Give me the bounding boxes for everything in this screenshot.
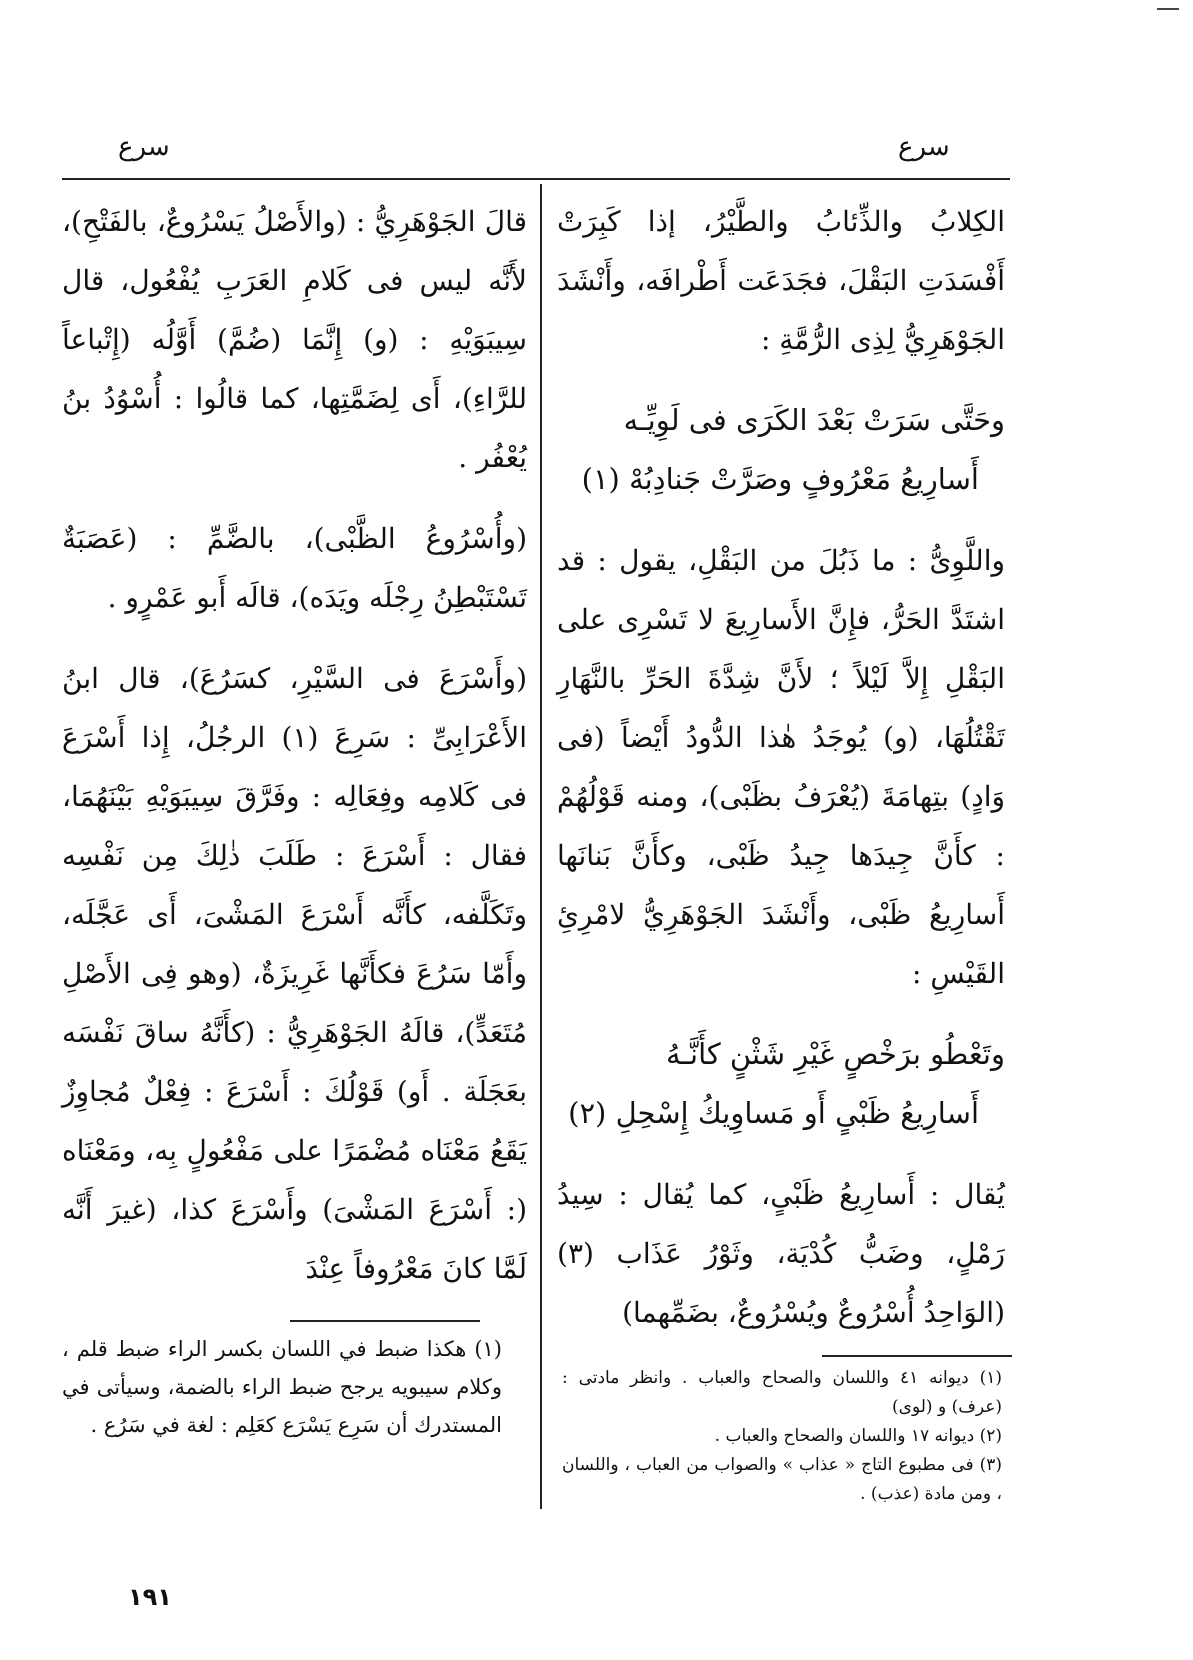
page-number: ١٩١ [128,1583,172,1611]
verse-1-hemistich-1: وحَتَّى سَرَتْ بَعْدَ الكَرَى فى لَوِيِّـه [623,403,1005,437]
footnotes-left [62,1330,502,1444]
left-paragraph-2: (وأُسْرُوعُ الظَّبْى)، بالضَّمِّ : (عَصَبَةٌ تَسْتَبْطِنُ رِجْلَه ويَدَه)، قالَه أَبو عَمْرٍو . [62,522,527,614]
verse-2-hemistich-2: أَسارِيعُ ظَبْىٍ أَو مَساوِيكُ إِسْحِلِ (٢) [568,1096,979,1130]
verse-2-hemistich-1: وتَعْطُو برَخْصٍ غَيْرِ شَثْنٍ كأَنَّـهُ [665,1037,1005,1071]
right-paragraph-2: واللَّوِىُّ : ما ذَبُلَ من البَقْلِ، يقول : قد اشتَدَّ الحَرُّ، فإِنَّ الأَسارِيعَ لا تَسْرِى على البَقْلِ إِلاَّ لَيْلاً ؛ لأَنَّ شِدَّةَ الحَرِّ بالنَّهَارِ تَقْتُلُهَا، (و) يُوجَدُ هٰذا الدُّودُ أَيْضاً (فى وَادٍ) بتِهامَةَ (يُعْرَفُ بظَبْى)، ومنه قَوْلُهُمْ : كأَنَّ جِيدَها جِيدُ ظَبْى، وكأَنَّ بَنانَها أَسارِيعُ ظَبْى، وأَنْشَدَ الجَوْهَرِيُّ لامْرِئِ القَيْسِ : [557,544,1005,990]
column-divider [540,184,542,1509]
right-paragraph-3: يُقال : أَسارِيعُ ظَبْىٍ، كما يُقال : سِيدُ رَمْلٍ، وضَبُّ كُدْيَة، وثَوْرُ عَذَاب (٣) (الوَاحِدُ أُسْرُوعٌ ويُسْرُوعٌ، بضَمِّهما) [557,1178,1005,1329]
right-paragraph-1: الكِلابُ والذِّئابُ والطَّيْرُ، إذا كَبِرَتْ أَفْسَدَتِ البَقْلَ، فجَدَعَت أَطْرافَه، وأَنْشَدَ الجَوْهَرِيُّ لِذِى الرُّمَّةِ : [557,205,1005,356]
verse-block-2 [557,1025,1005,1143]
verse-1-hemistich-2: أَسارِيعُ مَعْرُوفٍ وصَرَّتْ جَنادِبُهْ (١) [581,462,979,496]
footnote-right-2: (٢) ديوانه ١٧ واللسان والصحاح والعباب . [714,1426,1002,1446]
footnote-left-1: (١) هكذا ضبط في اللسان بكسر الراء ضبط قلم ، وكلام سيبويه يرجح ضبط الراء بالضمة، وسيأتى في المستدرك أن سَرِع يَسْرَع كعَلِم : لغة في سَرُع . [62,1337,502,1437]
footnotes-right [562,1364,1002,1509]
left-column [62,192,527,1298]
corner-mark [1157,8,1179,10]
footnote-right-3: (٣) فى مطبوع التاج « عذاب » والصواب من العباب ، واللسان ، ومن مادة (عذب) . [562,1455,1002,1504]
header-rule [62,178,1010,180]
right-column [557,192,1005,1342]
footnote-right-1: (١) ديوانه ٤١ واللسان والصحاح والعباب . وانظر مادتى : (عرف) و (لوى) [562,1368,1003,1417]
left-paragraph-1: قالَ الجَوْهَرِيُّ : (والأَصْلُ يَسْرُوعٌ، بالفَتْحِ)، لأَنَّه ليس فى كَلامِ العَرَبِ يُفْعُول، قال سِيبَوَيْهِ : (و) إِنَّمَا (ضُمَّ) أَوَّلُه (إِتْباعاً للرَّاءِ)، أَى لِضَمَّتِها، كما قالُوا : أُسْوُدُ بنُ يُعْفُر . [62,205,527,474]
left-paragraph-3: (وأَسْرَعَ فى السَّيْرِ، كسَرُعَ)، قال ابنُ الأَعْرَابِىِّ : سَرِعَ (١) الرجُلُ، إِذا أَسْرَعَ فى كَلامِه وفِعَالِه : وفَرَّقَ سِيبَوَيْهِ بَيْنَهُمَا، فقال : أَسْرَعَ : طَلَبَ ذٰلِكَ مِن نَفْسِه وتَكَلَّفه، كأَنَّه أَسْرَعَ المَشْىَ، أَى عَجَّلَه، وأَمّا سَرُعَ فكأَنَّها غَرِيزَةٌ، (وهو فِى الأَصْلِ مُتَعَدٍّ)، قالَهُ الجَوْهَرِيُّ : (كأَنَّهُ ساقَ نَفْسَه بعَجَلَة . أَو) قَوْلُكَ : أَسْرَعَ : فِعْلٌ مُجاوِزٌ يَقَعُ مَعْنَاه مُضْمَرًا على مَفْعُولٍ بِه، ومَعْنَاه (: أَسْرَعَ المَشْىَ) وأَسْرَعَ كذا، (غيرَ أَنَّه لَمَّا كانَ مَعْرُوفاً عِنْدَ [62,662,528,1285]
footnote-rule-right [822,1355,1012,1357]
verse-block-1 [557,391,1005,509]
running-header-right: سرع [898,132,950,162]
running-header-left: سرع [118,132,170,162]
footnote-rule-left [290,1320,480,1322]
